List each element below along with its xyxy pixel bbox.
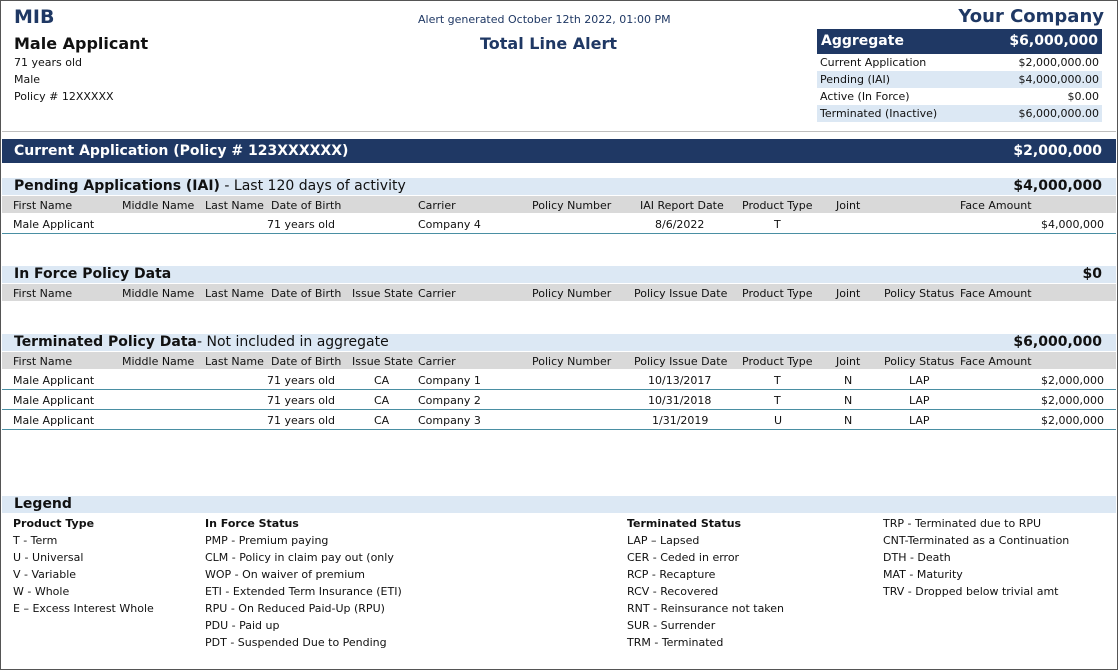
col-face-amount: Face Amount bbox=[960, 355, 1032, 368]
legend-item: CNT-Terminated as a Continuation bbox=[883, 534, 1070, 547]
legend-inforce-status-title: In Force Status bbox=[205, 517, 299, 530]
cell-face-amount: $2,000,000 bbox=[1041, 414, 1104, 427]
legend-item: RCV - Recovered bbox=[627, 585, 719, 598]
col-product-type: Product Type bbox=[742, 287, 813, 300]
legend-terminated-status bbox=[627, 515, 784, 651]
current-application-label: Current Application (Policy # 123XXXXXX) bbox=[14, 143, 349, 159]
cell-issue-date: 10/31/2018 bbox=[648, 394, 712, 407]
aggregate-label: Aggregate bbox=[821, 33, 904, 49]
cell-product-type: T bbox=[774, 374, 781, 387]
cell-face-amount: $2,000,000 bbox=[1041, 374, 1104, 387]
applicant-age: 71 years old bbox=[14, 56, 83, 69]
col-policy-issue-date: Policy Issue Date bbox=[634, 287, 728, 300]
col-iai-report-date: IAI Report Date bbox=[640, 199, 724, 212]
legend-item: TRP - Terminated due to RPU bbox=[883, 517, 1042, 530]
aggregate-row bbox=[817, 71, 1102, 88]
cell-first-name: Male Applicant bbox=[13, 218, 95, 231]
inforce-section-header bbox=[2, 266, 1116, 283]
col-first-name: First Name bbox=[13, 287, 73, 300]
pending-title bbox=[14, 178, 406, 194]
col-middle-name: Middle Name bbox=[122, 199, 195, 212]
applicant-gender: Male bbox=[14, 73, 41, 86]
cell-joint: N bbox=[844, 414, 853, 427]
cell-issue-date: 10/13/2017 bbox=[648, 374, 712, 387]
cell-first-name: Male Applicant bbox=[13, 374, 95, 387]
col-last-name: Last Name bbox=[205, 199, 264, 212]
col-policy-status: Policy Status bbox=[884, 355, 955, 368]
table-row bbox=[2, 370, 1116, 390]
aggregate-row-label: Pending (IAI) bbox=[820, 73, 891, 86]
aggregate-row bbox=[817, 88, 1102, 105]
col-joint: Joint bbox=[836, 199, 861, 212]
cell-issue-state: CA bbox=[374, 414, 390, 427]
col-issue-state: Issue State bbox=[352, 287, 414, 300]
aggregate-row-value: $2,000,000.00 bbox=[1018, 56, 1099, 69]
cell-issue-date: 1/31/2019 bbox=[652, 414, 709, 427]
table-row bbox=[2, 214, 1116, 234]
cell-policy-status: LAP bbox=[909, 394, 930, 407]
current-application-band bbox=[2, 139, 1116, 163]
terminated-title-bold: Terminated Policy Data bbox=[14, 334, 197, 350]
legend-item: TRV - Dropped below trivial amt bbox=[883, 585, 1059, 598]
current-application-amount: $2,000,000 bbox=[1013, 143, 1102, 159]
col-carrier: Carrier bbox=[418, 287, 456, 300]
company-name: Your Company bbox=[958, 6, 1104, 27]
legend-item: RNT - Reinsurance not taken bbox=[627, 602, 785, 615]
pending-table-header bbox=[2, 196, 1116, 213]
inforce-title: In Force Policy Data bbox=[14, 266, 172, 282]
legend-terminated-status-title: Terminated Status bbox=[627, 517, 742, 530]
legend-item: T - Term bbox=[13, 534, 58, 547]
table-row bbox=[2, 390, 1116, 410]
cell-issue-state: CA bbox=[374, 394, 390, 407]
mib-logo: MIB bbox=[14, 6, 55, 28]
legend-item: ETI - Extended Term Insurance (ETI) bbox=[205, 585, 402, 598]
cell-product-type: T bbox=[774, 218, 781, 231]
col-last-name: Last Name bbox=[205, 355, 264, 368]
col-dob: Date of Birth bbox=[271, 355, 342, 368]
legend-inforce-status bbox=[205, 515, 402, 651]
aggregate-header bbox=[817, 29, 1102, 54]
col-joint: Joint bbox=[836, 355, 861, 368]
legend-item: LAP – Lapsed bbox=[627, 534, 700, 547]
legend-item: PDT - Suspended Due to Pending bbox=[205, 636, 387, 649]
legend-item: DTH - Death bbox=[883, 551, 951, 564]
cell-carrier: Company 1 bbox=[418, 374, 481, 387]
col-policy-number: Policy Number bbox=[532, 199, 612, 212]
table-row bbox=[2, 410, 1116, 430]
page-title: Total Line Alert bbox=[480, 34, 618, 53]
cell-joint: N bbox=[844, 394, 853, 407]
legend-item: W - Whole bbox=[13, 585, 70, 598]
cell-issue-state: CA bbox=[374, 374, 390, 387]
col-dob: Date of Birth bbox=[271, 199, 342, 212]
col-middle-name: Middle Name bbox=[122, 287, 195, 300]
inforce-amount: $0 bbox=[1082, 266, 1102, 282]
col-first-name: First Name bbox=[13, 199, 73, 212]
applicant-name: Male Applicant bbox=[14, 34, 149, 53]
legend-item: U - Universal bbox=[13, 551, 84, 564]
aggregate-row-value: $0.00 bbox=[1067, 90, 1099, 103]
cell-report-date: 8/6/2022 bbox=[655, 218, 705, 231]
cell-carrier: Company 4 bbox=[418, 218, 481, 231]
col-middle-name: Middle Name bbox=[122, 355, 195, 368]
legend-item: V - Variable bbox=[13, 568, 77, 581]
aggregate-row bbox=[817, 105, 1102, 122]
col-carrier: Carrier bbox=[418, 199, 456, 212]
legend-item: RCP - Recapture bbox=[627, 568, 716, 581]
cell-policy-status: LAP bbox=[909, 414, 930, 427]
terminated-subtitle: - Not included in aggregate bbox=[196, 334, 389, 350]
cell-first-name: Male Applicant bbox=[13, 414, 95, 427]
aggregate-row-label: Active (In Force) bbox=[820, 90, 910, 103]
pending-title-bold: Pending Applications (IAI) bbox=[14, 178, 220, 194]
legend-item: E – Excess Interest Whole bbox=[13, 602, 154, 615]
cell-face-amount: $4,000,000 bbox=[1041, 218, 1104, 231]
col-policy-status: Policy Status bbox=[884, 287, 955, 300]
aggregate-row-label: Current Application bbox=[820, 56, 927, 69]
cell-product-type: T bbox=[774, 394, 781, 407]
col-last-name: Last Name bbox=[205, 287, 264, 300]
legend-item: CER - Ceded in error bbox=[627, 551, 740, 564]
cell-dob: 71 years old bbox=[267, 218, 336, 231]
terminated-amount: $6,000,000 bbox=[1013, 334, 1102, 350]
legend-item: TRM - Terminated bbox=[627, 636, 724, 649]
col-product-type: Product Type bbox=[742, 355, 813, 368]
legend-terminated-status-continued bbox=[883, 515, 1069, 600]
col-policy-number: Policy Number bbox=[532, 355, 612, 368]
cell-first-name: Male Applicant bbox=[13, 394, 95, 407]
col-face-amount: Face Amount bbox=[960, 287, 1032, 300]
aggregate-total: $6,000,000 bbox=[1009, 33, 1098, 49]
legend-item: RPU - On Reduced Paid-Up (RPU) bbox=[205, 602, 385, 615]
aggregate-row-label: Terminated (Inactive) bbox=[820, 107, 938, 120]
aggregate-row-value: $4,000,000.00 bbox=[1018, 73, 1099, 86]
col-product-type: Product Type bbox=[742, 199, 813, 212]
legend-product-type bbox=[13, 515, 154, 617]
legend-product-type-title: Product Type bbox=[13, 517, 95, 530]
legend-item: CLM - Policy in claim pay out (only bbox=[205, 551, 394, 564]
pending-section-header bbox=[2, 178, 1116, 195]
cell-face-amount: $2,000,000 bbox=[1041, 394, 1104, 407]
applicant-policy: Policy # 12XXXXX bbox=[14, 90, 114, 103]
alert-generated: Alert generated October 12th 2022, 01:00 PM bbox=[418, 13, 671, 26]
aggregate-row-value: $6,000,000.00 bbox=[1018, 107, 1099, 120]
col-face-amount: Face Amount bbox=[960, 199, 1032, 212]
legend-item: PMP - Premium paying bbox=[205, 534, 329, 547]
cell-dob: 71 years old bbox=[267, 394, 336, 407]
terminated-section-header bbox=[2, 334, 1116, 351]
terminated-title bbox=[14, 334, 389, 350]
aggregate-row bbox=[817, 54, 1102, 71]
pending-subtitle: - Last 120 days of activity bbox=[219, 178, 406, 194]
cell-product-type: U bbox=[774, 414, 783, 427]
col-carrier: Carrier bbox=[418, 355, 456, 368]
col-joint: Joint bbox=[836, 287, 861, 300]
pending-amount: $4,000,000 bbox=[1013, 178, 1102, 194]
col-issue-state: Issue State bbox=[352, 355, 414, 368]
legend-item: PDU - Paid up bbox=[205, 619, 280, 632]
cell-carrier: Company 3 bbox=[418, 414, 481, 427]
legend-item: SUR - Surrender bbox=[627, 619, 716, 632]
legend-title: Legend bbox=[14, 496, 72, 512]
cell-dob: 71 years old bbox=[267, 374, 336, 387]
cell-policy-status: LAP bbox=[909, 374, 930, 387]
col-policy-number: Policy Number bbox=[532, 287, 612, 300]
terminated-table-header bbox=[2, 352, 1116, 369]
legend-item: WOP - On waiver of premium bbox=[205, 568, 365, 581]
legend-item: MAT - Maturity bbox=[883, 568, 963, 581]
col-dob: Date of Birth bbox=[271, 287, 342, 300]
inforce-table-header bbox=[2, 284, 1116, 301]
col-first-name: First Name bbox=[13, 355, 73, 368]
cell-dob: 71 years old bbox=[267, 414, 336, 427]
col-policy-issue-date: Policy Issue Date bbox=[634, 355, 728, 368]
legend-header bbox=[2, 496, 1116, 513]
header-divider bbox=[2, 131, 1116, 132]
cell-carrier: Company 2 bbox=[418, 394, 481, 407]
cell-joint: N bbox=[844, 374, 853, 387]
